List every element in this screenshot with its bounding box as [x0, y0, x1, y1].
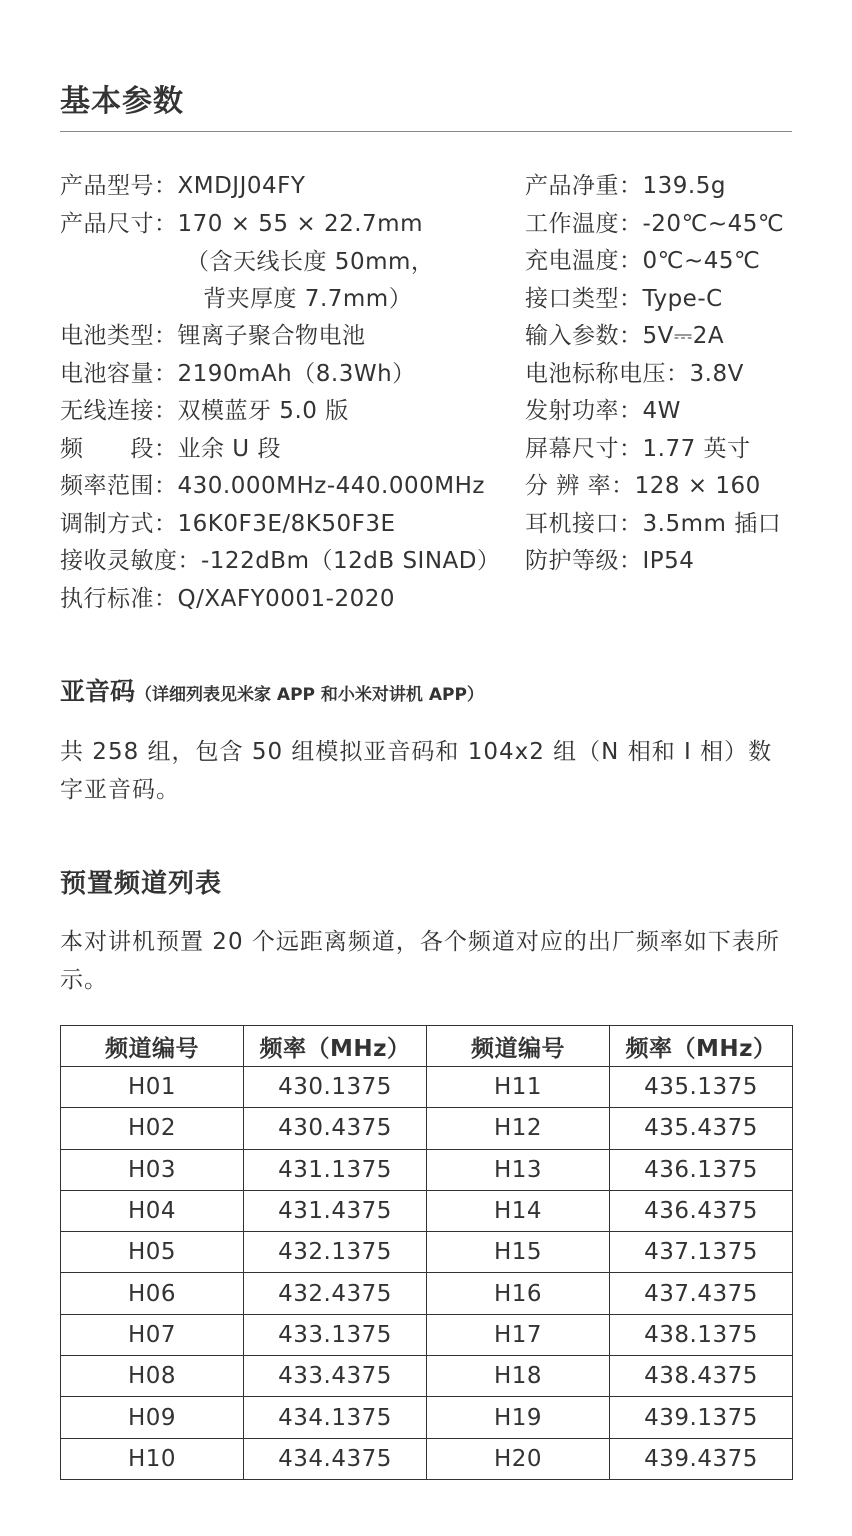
spec-value: 0℃~45℃ [642, 248, 761, 274]
frequency-cell: 435.1375 [610, 1067, 793, 1108]
channel-cell: H15 [427, 1232, 610, 1273]
spec-weight [525, 168, 726, 206]
table-header-row [61, 1026, 793, 1067]
spec-value: 3.5mm 插口 [642, 511, 782, 537]
header-channel-number: 频道编号 [61, 1026, 244, 1067]
table-row [61, 1108, 793, 1149]
spec-size [60, 206, 434, 319]
spec-value: 430.000MHz-440.000MHz [177, 473, 485, 499]
spec-protection [525, 543, 694, 581]
channel-cell: H07 [61, 1314, 244, 1355]
spec-value: 双模蓝牙 5.0 版 [177, 398, 349, 424]
spec-label: 执行标准： [60, 586, 178, 612]
spec-label: 产品型号： [60, 173, 178, 199]
table-row [61, 1190, 793, 1231]
spec-value: 2190mAh（8.3Wh） [177, 361, 416, 387]
spec-value: 5V⎓2A [642, 323, 725, 349]
basic-params-title: 基本参数 [60, 84, 184, 119]
spec-standard [60, 581, 395, 619]
spec-modulation [60, 506, 396, 544]
spec-label: 防护等级： [525, 548, 643, 574]
spec-label: 频率范围： [60, 473, 178, 499]
spec-battery-voltage [525, 356, 744, 394]
spec-value: 139.5g [642, 173, 726, 199]
spec-operating-temp [525, 206, 784, 244]
spec-battery-type [60, 318, 366, 356]
header-frequency: 频率（MHz） [244, 1026, 427, 1067]
spec-label: 产品净重： [525, 173, 643, 199]
frequency-cell: 434.1375 [244, 1397, 427, 1438]
spec-label: 电池标称电压： [525, 361, 690, 387]
spec-label: 工作温度： [525, 211, 643, 237]
spec-value: IP54 [642, 548, 695, 574]
spec-screen-size [525, 431, 751, 469]
frequency-cell: 436.1375 [610, 1149, 793, 1190]
frequency-cell: 439.4375 [610, 1438, 793, 1479]
spec-label: 耳机接口： [525, 511, 643, 537]
channel-cell: H17 [427, 1314, 610, 1355]
spec-label: 频 段： [60, 436, 178, 462]
subcode-title-text: 亚音码 [60, 677, 136, 706]
spec-value: 业余 U 段 [177, 436, 281, 462]
spec-size-antenna-note: （含天线长度 50mm， [186, 248, 435, 275]
channel-cell: H11 [427, 1067, 610, 1108]
spec-battery-capacity [60, 356, 416, 394]
channel-cell: H20 [427, 1438, 610, 1479]
subcode-description: 共 258 组，包含 50 组模拟亚音码和 104x2 组（N 相和 I 相）数字亚音码。 [60, 739, 773, 803]
channel-cell: H10 [61, 1438, 244, 1479]
table-row [61, 1356, 793, 1397]
spec-label: 无线连接： [60, 398, 178, 424]
channel-cell: H16 [427, 1273, 610, 1314]
spec-charging-temp [525, 243, 760, 281]
spec-headphone-jack [525, 506, 781, 544]
spec-value: -20℃~45℃ [642, 211, 785, 237]
header-frequency: 频率（MHz） [610, 1026, 793, 1067]
spec-label: 分 辨 率： [525, 473, 635, 499]
title-divider [60, 131, 792, 132]
spec-model [60, 168, 305, 206]
spec-label: 电池容量： [60, 361, 178, 387]
spec-value: -122dBm（12dB SINAD） [201, 548, 501, 574]
frequency-cell: 432.1375 [244, 1232, 427, 1273]
frequency-cell: 438.1375 [610, 1314, 793, 1355]
spec-label: 调制方式： [60, 511, 178, 537]
channel-cell: H03 [61, 1149, 244, 1190]
frequency-cell: 438.4375 [610, 1356, 793, 1397]
channel-cell: H13 [427, 1149, 610, 1190]
subcode-title [60, 672, 484, 708]
frequency-cell: 431.1375 [244, 1149, 427, 1190]
spec-value: 1.77 英寸 [642, 436, 751, 462]
channel-frequency-table [60, 1025, 793, 1480]
channel-cell: H18 [427, 1356, 610, 1397]
spec-frequency-range [60, 468, 485, 506]
spec-band [60, 431, 281, 469]
spec-size-clip-note: 背夹厚度 7.7mm） [203, 286, 413, 312]
channel-cell: H05 [61, 1232, 244, 1273]
spec-sensitivity [60, 543, 500, 581]
spec-input [525, 318, 724, 356]
channel-cell: H19 [427, 1397, 610, 1438]
table-row [61, 1067, 793, 1108]
frequency-cell: 439.1375 [610, 1397, 793, 1438]
table-row [61, 1397, 793, 1438]
table-row [61, 1232, 793, 1273]
channel-cell: H09 [61, 1397, 244, 1438]
subcode-app-note: （详细列表见米家 APP 和小米对讲机 APP） [135, 685, 484, 705]
spec-value: XMDJJ04FY [177, 173, 306, 199]
frequency-cell: 430.4375 [244, 1108, 427, 1149]
frequency-cell: 432.4375 [244, 1273, 427, 1314]
spec-label: 发射功率： [525, 398, 643, 424]
spec-wireless [60, 393, 349, 431]
table-row [61, 1273, 793, 1314]
channel-cell: H04 [61, 1190, 244, 1231]
spec-value: 4W [642, 398, 681, 424]
spec-value: 锂离子聚合物电池 [177, 323, 366, 349]
channel-cell: H01 [61, 1067, 244, 1108]
spec-port-type [525, 281, 723, 319]
table-row [61, 1438, 793, 1479]
table-row [61, 1149, 793, 1190]
spec-label: 屏幕尺寸： [525, 436, 643, 462]
spec-value: Q/XAFY0001-2020 [177, 586, 395, 612]
spec-value: 3.8V [689, 361, 744, 387]
spec-value: 16K0F3E/8K50F3E [177, 511, 396, 537]
spec-value: Type-C [642, 286, 723, 312]
frequency-cell: 430.1375 [244, 1067, 427, 1108]
header-channel-number: 频道编号 [427, 1026, 610, 1067]
frequency-cell: 433.1375 [244, 1314, 427, 1355]
frequency-cell: 431.4375 [244, 1190, 427, 1231]
table-row [61, 1314, 793, 1355]
channel-cell: H02 [61, 1108, 244, 1149]
frequency-cell: 434.4375 [244, 1438, 427, 1479]
frequency-cell: 437.1375 [610, 1232, 793, 1273]
channel-cell: H06 [61, 1273, 244, 1314]
spec-label: 接收灵敏度： [60, 548, 201, 574]
spec-resolution [525, 468, 761, 506]
spec-label: 产品尺寸： [60, 211, 178, 237]
channel-cell: H12 [427, 1108, 610, 1149]
frequency-cell: 433.4375 [244, 1356, 427, 1397]
spec-label: 电池类型： [60, 323, 178, 349]
spec-label: 充电温度： [525, 248, 643, 274]
spec-label: 输入参数： [525, 323, 643, 349]
channel-cell: H14 [427, 1190, 610, 1231]
frequency-cell: 435.4375 [610, 1108, 793, 1149]
spec-tx-power [525, 393, 681, 431]
spec-label: 接口类型： [525, 286, 643, 312]
channels-description: 本对讲机预置 20 个远距离频道，各个频道对应的出厂频率如下表所示。 [60, 929, 780, 993]
spec-value: 170 × 55 × 22.7mm [177, 211, 423, 237]
channels-title: 预置频道列表 [60, 869, 223, 899]
frequency-cell: 437.4375 [610, 1273, 793, 1314]
frequency-cell: 436.4375 [610, 1190, 793, 1231]
channel-cell: H08 [61, 1356, 244, 1397]
spec-value: 128 × 160 [634, 473, 761, 499]
